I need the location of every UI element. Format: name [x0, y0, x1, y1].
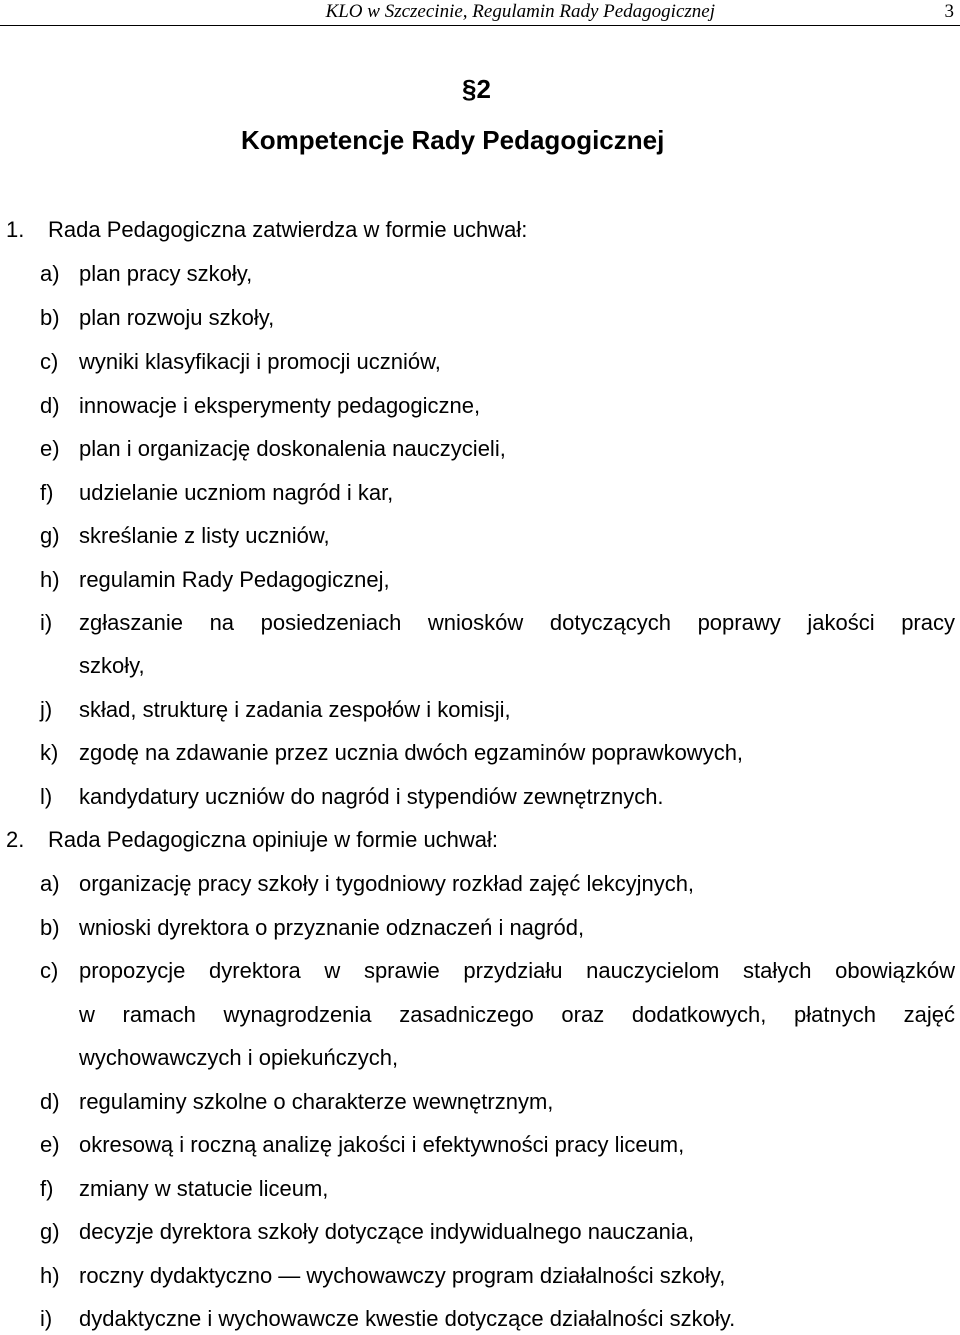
header-title: KLO w Szczecinie, Regulamin Rady Pedagogicznej: [325, 1, 715, 22]
list-item-label: i): [40, 1306, 53, 1331]
point-intro: Rada Pedagogiczna opiniuje w formie uchwał:: [48, 827, 499, 852]
list-item-label: g): [40, 523, 60, 548]
list-item-text-continued: szkoły,: [79, 653, 145, 678]
list-item-text: skład, strukturę i zadania zespołów i komisji,: [79, 697, 511, 722]
list-item-text: okresową i roczną analizę jakości i efektywności pracy liceum,: [79, 1132, 685, 1157]
list-item-text: roczny dydaktyczno — wychowawczy program działalności szkoły,: [79, 1263, 726, 1288]
list-item-text: plan rozwoju szkoły,: [79, 305, 275, 330]
list-item-label: c): [40, 958, 59, 983]
list-item-text: dydaktyczne i wychowawcze kwestie dotyczące działalności szkoły.: [79, 1306, 736, 1331]
list-item-label: d): [40, 393, 60, 418]
list-item-label: d): [40, 1089, 60, 1114]
list-item-text: udzielanie uczniom nagród i kar,: [79, 480, 394, 505]
list-item-label: k): [40, 740, 59, 765]
section-title: Kompetencje Rady Pedagogicznej: [241, 125, 665, 155]
point-intro: Rada Pedagogiczna zatwierdza w formie uchwał:: [48, 217, 528, 242]
list-item-label: e): [40, 1132, 60, 1157]
list-item-label: e): [40, 436, 60, 461]
list-item-text: kandydatury uczniów do nagród i stypendiów zewnętrznych.: [79, 784, 664, 809]
list-item-label: a): [40, 261, 60, 286]
list-item-text: wnioski dyrektora o przyznanie odznaczeń i nagród,: [79, 915, 585, 940]
list-item-text-continued: wychowawczych i opiekuńczych,: [79, 1045, 399, 1070]
list-item-text: regulaminy szkolne o charakterze wewnętrznym,: [79, 1089, 554, 1114]
point-number: 1.: [6, 217, 25, 242]
list-item-text: zgłaszanie na posiedzeniach wniosków dotyczących poprawy jakości pracy: [79, 610, 955, 635]
list-item-label: l): [40, 784, 53, 809]
page-number: 3: [944, 1, 954, 22]
list-item-label: h): [40, 567, 60, 592]
list-item-label: h): [40, 1263, 60, 1288]
list-item-text: plan i organizację doskonalenia nauczycieli,: [79, 436, 506, 461]
list-item-label: b): [40, 305, 60, 330]
list-item-label: f): [40, 1176, 54, 1201]
header-divider: [0, 25, 960, 26]
list-item-text: zmiany w statucie liceum,: [79, 1176, 329, 1201]
list-item-text: wyniki klasyfikacji i promocji uczniów,: [79, 349, 441, 374]
list-item-label: i): [40, 610, 53, 635]
list-item-text: zgodę na zdawanie przez ucznia dwóch egzaminów poprawkowych,: [79, 740, 744, 765]
list-item-label: j): [40, 697, 53, 722]
point-number: 2.: [6, 827, 25, 852]
list-item-text: propozycje dyrektora w sprawie przydziału nauczycielom stałych obowiązków: [79, 958, 955, 983]
list-item-label: b): [40, 915, 60, 940]
list-item-text: regulamin Rady Pedagogicznej,: [79, 567, 390, 592]
list-item-label: a): [40, 871, 60, 896]
list-item-label: g): [40, 1219, 60, 1244]
section-number: §2: [462, 74, 491, 104]
list-item-text: decyzje dyrektora szkoły dotyczące indywidualnego nauczania,: [79, 1219, 695, 1244]
list-item-text: organizację pracy szkoły i tygodniowy rozkład zajęć lekcyjnych,: [79, 871, 695, 896]
list-item-text: plan pracy szkoły,: [79, 261, 253, 286]
list-item-text-continued: w ramach wynagrodzenia zasadniczego oraz dodatkowych, płatnych zajęć: [79, 1002, 955, 1027]
list-item-label: f): [40, 480, 54, 505]
list-item-text: innowacje i eksperymenty pedagogiczne,: [79, 393, 481, 418]
page-header: [0, 0, 960, 26]
list-item-text: skreślanie z listy uczniów,: [79, 523, 330, 548]
list-item-label: c): [40, 349, 59, 374]
